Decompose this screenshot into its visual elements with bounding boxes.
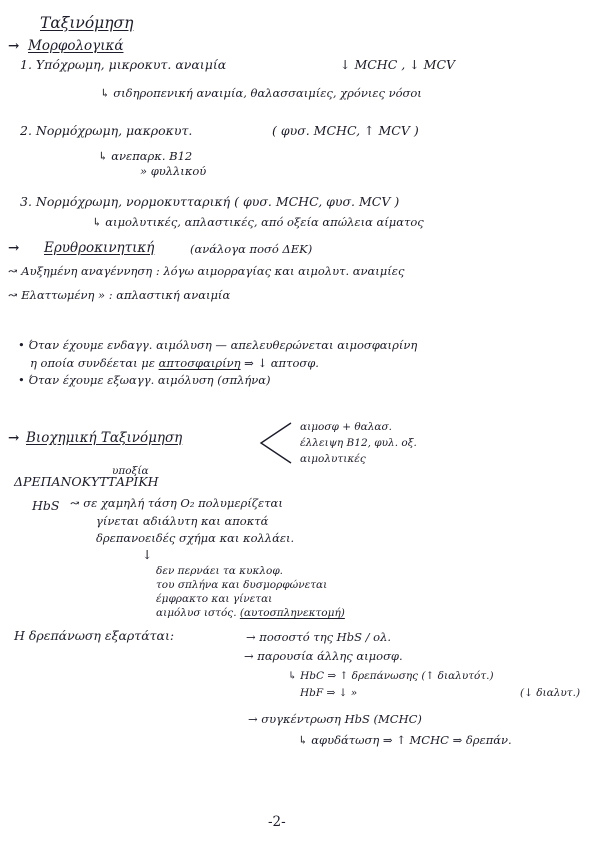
sickle-heading-sup: υποξία	[112, 465, 149, 477]
biochem-brace-3: αιμολυτικές	[300, 453, 366, 465]
morph-item1-sub: ↳ σιδηροπενική αναιμία, θαλασσαιμίες, χρόνιες νόσοι	[100, 86, 422, 100]
hbf-line: HbF ⇒ ↓ »	[300, 687, 358, 699]
biochem-heading: Βιοχημική Ταξινόμηση	[26, 430, 183, 446]
page-number: -2-	[268, 814, 286, 830]
hbs-line1: ↝ σε χαμηλή τάση O₂ πολυμερίζεται	[70, 496, 283, 510]
sickle-heading: ΔΡΕΠΑΝΟΚΥΤΤΑΡΙΚΗ	[14, 474, 159, 489]
dependence-1: → ποσοστό της HbS / ολ.	[246, 630, 392, 644]
erythro-heading: Ερυθροκινητική	[44, 240, 155, 256]
haptoglobin-underlined: απτοσφαιρίνη	[158, 356, 241, 370]
biochem-brace-1: αιμοσφ + θαλασ.	[300, 421, 393, 433]
morph-item2-sub2: » φυλλικού	[140, 164, 207, 178]
dependence-3: → συγκέντρωση HbS (MCHC)	[248, 712, 422, 726]
bullet-1-line1: • Όταν έχουμε ενδαγγ. αιμόλυση — απελευθερώνεται αιμοσφαιρίνη	[18, 338, 418, 352]
flow-line1: δεν περνάει τα κυκλοφ.	[156, 565, 284, 577]
morph-heading: Μορφολογικά	[28, 38, 124, 54]
down-arrow-icon: ↓	[142, 547, 153, 562]
morph-item2-note: ( φυσ. MCHC, ↑ MCV )	[272, 123, 419, 138]
page-title: Ταξινόμηση	[40, 14, 134, 32]
hbc-line: ↳ HbC ⇒ ↑ δρεπάνωσης (↑ διαλυτότ.)	[288, 670, 494, 682]
flow-line3: έμφρακτο και γίνεται	[156, 593, 273, 605]
morph-item2: 2. Νορμόχρωμη, μακροκυτ.	[20, 123, 193, 138]
dependence-label: Η δρεπάνωση εξαρτάται:	[14, 628, 175, 643]
brace-icon	[255, 420, 295, 466]
bullet-2: • Όταν έχουμε εξωαγγ. αιμόλυση (σπλήνα)	[18, 373, 271, 387]
bullet-1-line2: η οποία συνδέεται με απτοσφαιρίνη ⇒ ↓ απτοσφ.	[30, 356, 319, 370]
erythro-line2: ↝ Ελαττωμένη » : απλαστική αναιμία	[8, 288, 231, 302]
flow-line2: του σπλήνα και δυσμορφώνεται	[156, 579, 328, 591]
erythro-heading-note: (ανάλογα ποσό ΔΕΚ)	[190, 242, 313, 256]
arrow-marker-icon: →	[8, 430, 20, 446]
morph-item2-sub1: ↳ ανεπαρκ. B12	[98, 149, 193, 163]
hbs-label: HbS	[32, 498, 60, 513]
arrow-marker-icon: →	[8, 38, 20, 54]
biochem-brace-2: έλλειψη B12, φυλ. οξ.	[300, 437, 417, 449]
arrow-marker-icon: →	[8, 240, 20, 256]
dependence-2: → παρουσία άλλης αιμοσφ.	[244, 649, 403, 663]
morph-item1: 1. Υπόχρωμη, μικροκυτ. αναιμία	[20, 57, 227, 72]
hbs-line2: γίνεται αδιάλυτη και αποκτά	[96, 514, 269, 528]
flow-line4: αιμόλυσ ιστός. (αυτοσπληνεκτομή)	[156, 607, 345, 619]
dehydration-line: ↳ αφυδάτωση ⇒ ↑ MCHC ⇒ δρεπάν.	[298, 733, 512, 747]
erythro-line1: ↝ Αυξημένη αναγέννηση : λόγω αιμορραγίας και αιμολυτ. αναιμίες	[8, 264, 405, 278]
morph-item3-sub: ↳ αιμολυτικές, απλαστικές, από οξεία απώλεια αίματος	[92, 215, 424, 229]
morph-item1-note: ↓ MCHC , ↓ MCV	[340, 57, 456, 72]
morph-item3: 3. Νορμόχρωμη, νορμοκυτταρική ( φυσ. MCHC, φυσ. MCV )	[20, 194, 400, 209]
hbf-note: (↓ διαλυτ.)	[520, 687, 581, 699]
hbs-line3: δρεπανοειδές σχήμα και κολλάει.	[96, 531, 295, 545]
autosplenectomy-underlined: (αυτοσπληνεκτομή)	[239, 607, 345, 619]
